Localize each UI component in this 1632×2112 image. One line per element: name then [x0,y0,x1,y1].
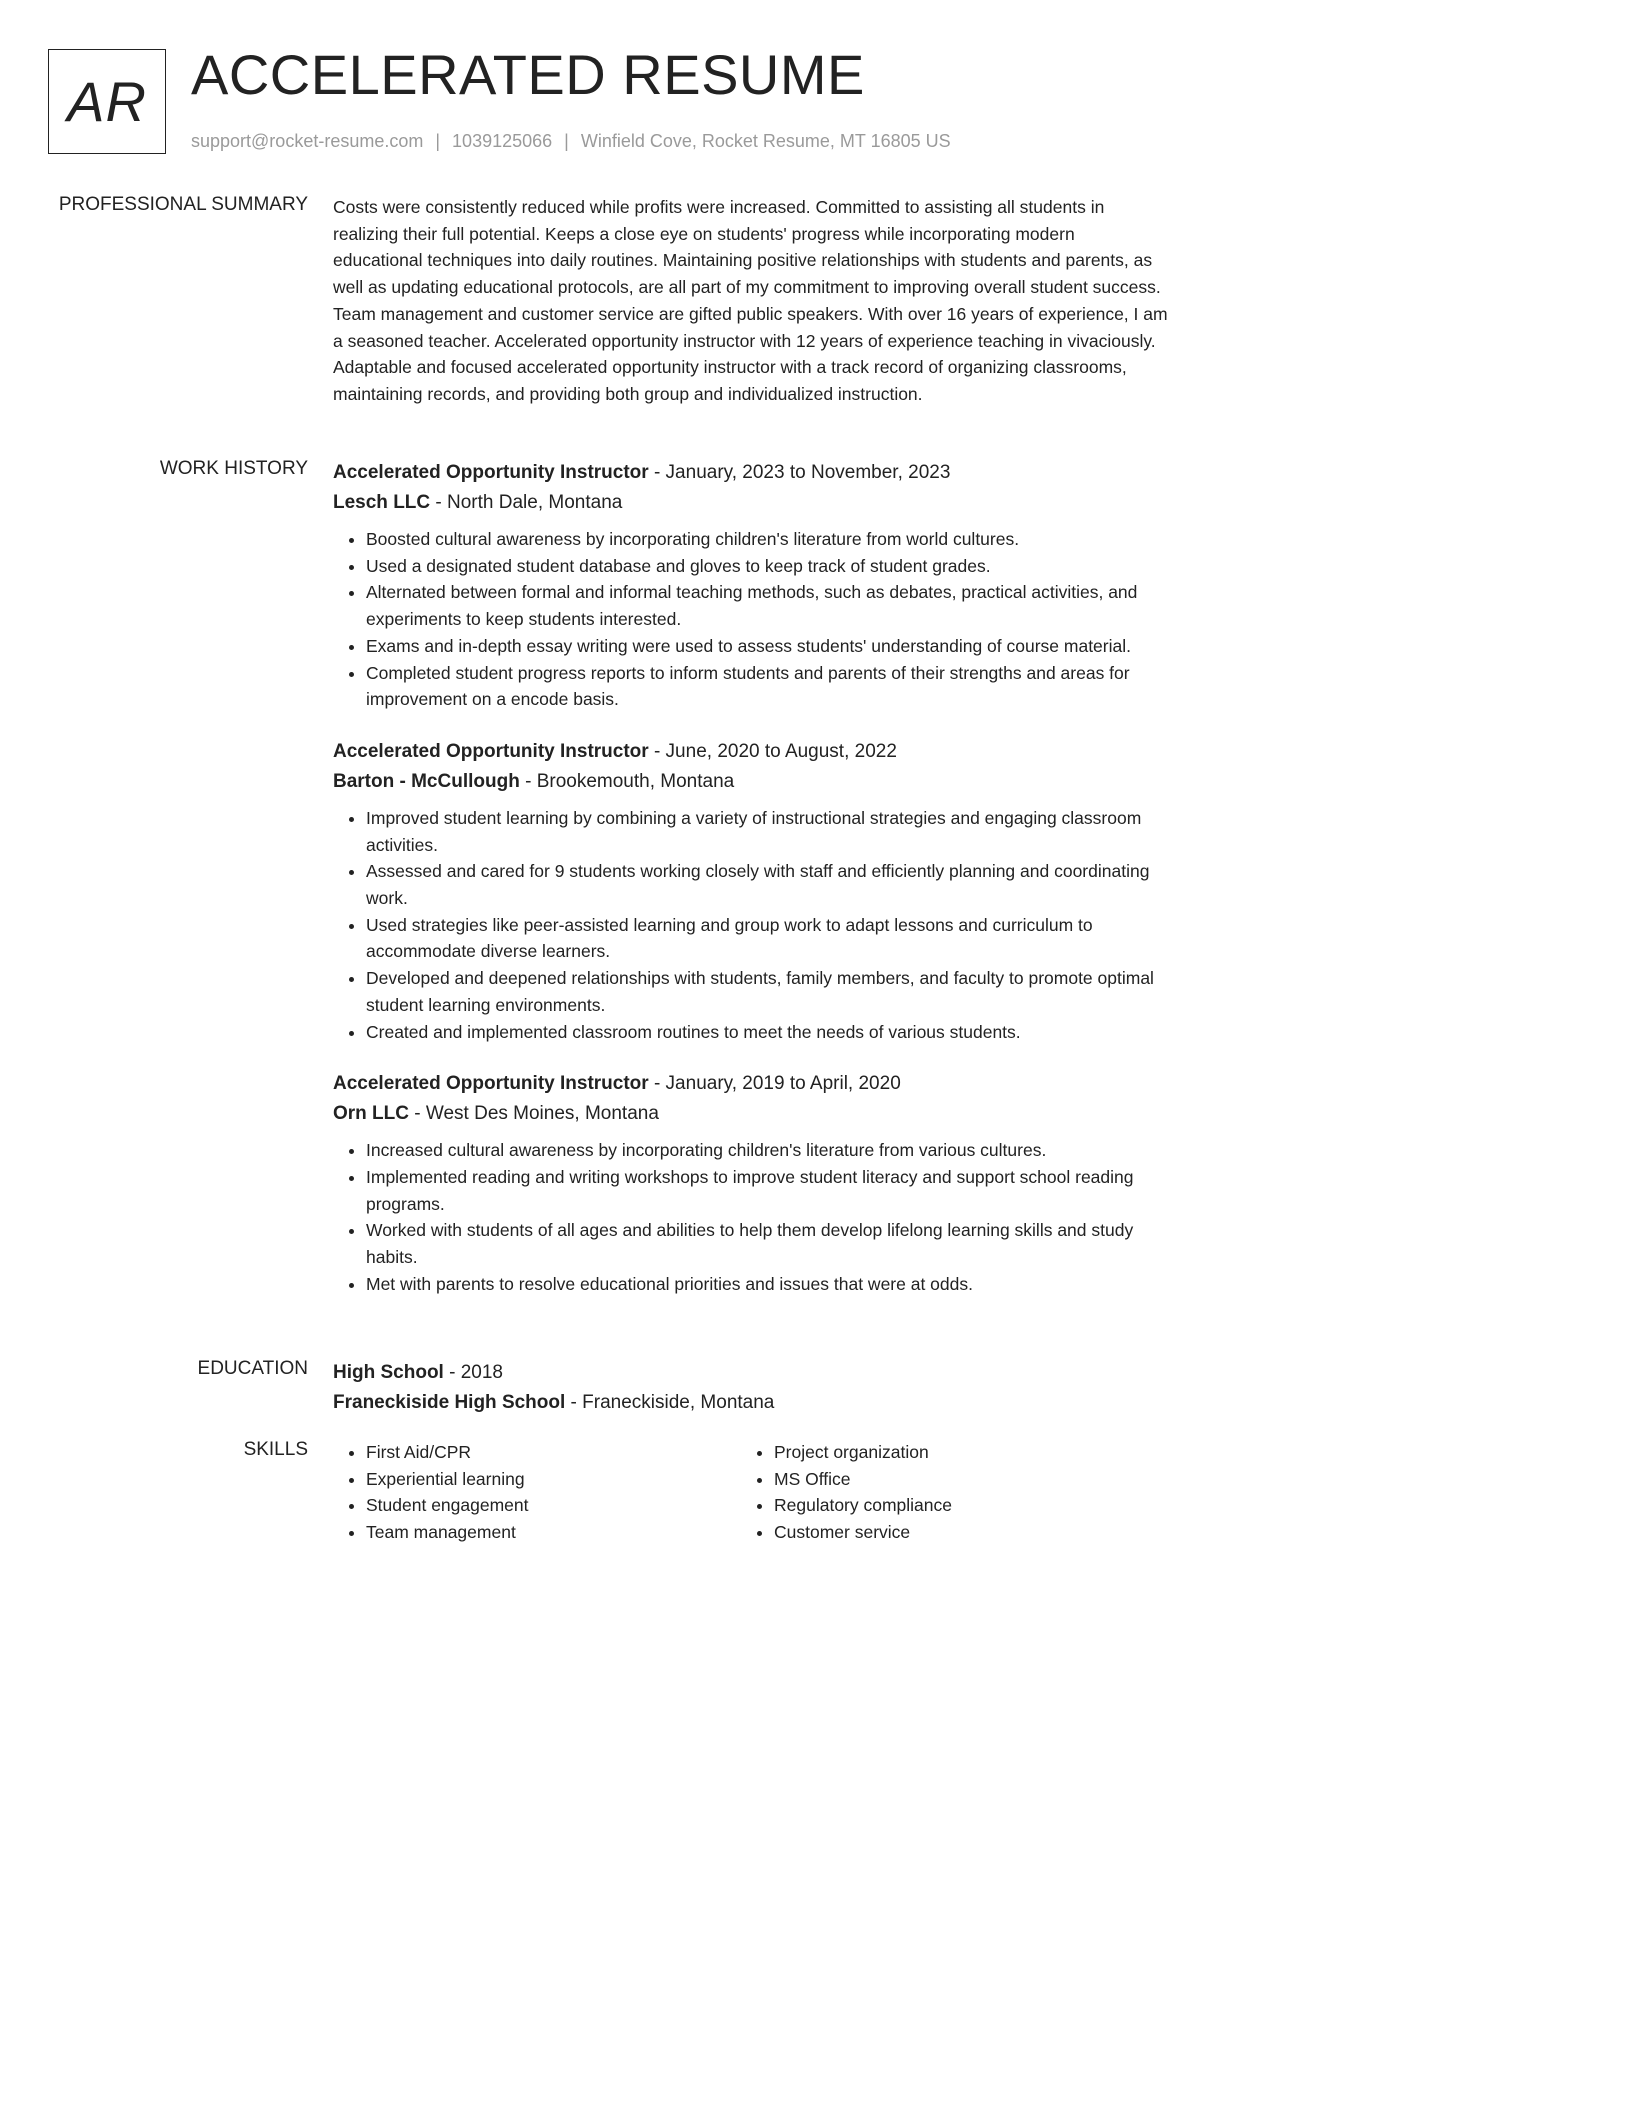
skill-item: • Regulatory compliance [774,1492,1149,1519]
contact-phone: 1039125066 [452,131,553,151]
job-title-line [333,737,1168,767]
job-entry [333,1069,1168,1297]
job-entry [333,458,1168,713]
job-location: - North Dale, Montana [430,492,623,513]
skill-item: • First Aid/CPR [366,1439,741,1466]
job-duty: • Worked with students of all ages and abilities to help them develop lifelong learning skills and study habits. [366,1217,1168,1270]
contact-address: Winfield Cove, Rocket Resume, MT 16805 US [580,131,951,151]
job-duty: • Completed student progress reports to inform students and parents of their strengths and areas for improvement on a encode basis. [366,660,1168,713]
job-title-line [333,1069,1168,1099]
education-degree: High School [333,1362,444,1383]
education-location: - Franeckiside, Montana [565,1392,775,1413]
skill-item: • Team management [366,1519,741,1546]
job-duty: • Exams and in-depth essay writing were used to assess students' understanding of course material. [366,633,1168,660]
summary-heading: PROFESSIONAL SUMMARY [58,194,308,215]
skill-item: • Project organization [774,1439,1149,1466]
monogram-text: AR [67,70,147,133]
job-company: Lesch LLC [333,492,431,513]
contact-email: support@rocket-resume.com [191,131,424,151]
job-duties-list [333,526,1168,713]
job-duty: • Developed and deepened relationships with students, family members, and faculty to promote optimal student learning environments. [366,965,1168,1018]
job-duties-list [333,1137,1168,1297]
skills-list-left [333,1439,741,1546]
job-company: Barton - McCullough [333,770,520,792]
job-dates: - January, 2019 to April, 2020 [648,1073,901,1095]
monogram-box [48,49,166,154]
skill-item: • MS Office [774,1466,1149,1493]
job-duty: • Boosted cultural awareness by incorporating children's literature from world cultures. [366,526,1168,553]
job-duties-list [333,805,1168,1045]
contact-separator: | [564,131,569,151]
job-company-line [333,767,1168,797]
education-heading: EDUCATION [197,1358,308,1379]
education-degree-line [333,1358,1168,1388]
job-duty: • Used a designated student database and gloves to keep track of student grades. [366,553,1168,580]
job-duty: • Met with parents to resolve educational priorities and issues that were at odds. [366,1271,1168,1298]
job-location: - Brookemouth, Montana [519,770,735,792]
job-company-line [333,1099,1168,1129]
job-location: - West Des Moines, Montana [409,1103,659,1125]
candidate-name: ACCELERATED RESUME [191,43,865,106]
job-dates: - June, 2020 to August, 2022 [648,740,897,762]
job-title-line [333,458,1168,488]
skills-list-right [741,1439,1149,1546]
job-company: Orn LLC [333,1103,409,1125]
summary-text: Costs were consistently reduced while profits were increased. Committed to assisting all students in realizing their full potential. Keeps a close eye on students' progress while incorporating modern educational techniques into daily routines. Maintaining positive relationships with students and parents, as well as updating educational protocols, are all part of my commitment to improving overall student success. Team management and customer service are gifted public speakers. With over 16 years of experience, I am a seasoned teacher. Accelerated opportunity instructor with 12 years of experience teaching in vivaciously. Adaptable and focused accelerated opportunity instructor with a track record of organizing classrooms, maintaining records, and providing both group and individualized instruction. [333,197,1168,404]
job-company-line [333,488,1168,518]
job-title: Accelerated Opportunity Instructor [333,1073,649,1095]
job-duty: • Used strategies like peer-assisted learning and group work to adapt lessons and curriculum to accommodate diverse learners. [366,912,1168,965]
job-duty: • Improved student learning by combining a variety of instructional strategies and engaging classroom activities. [366,805,1168,858]
contact-separator: | [435,131,441,151]
education-year: - 2018 [443,1362,503,1383]
education-school: Franeckiside High School [333,1392,566,1413]
job-title: Accelerated Opportunity Instructor [333,462,649,483]
skill-item: • Customer service [774,1519,1149,1546]
skills-heading: SKILLS [243,1439,308,1460]
contact-line [191,131,951,152]
skill-item: • Experiential learning [366,1466,741,1493]
skill-item: • Student engagement [366,1492,741,1519]
work-history-heading: WORK HISTORY [159,458,308,479]
job-duty: • Created and implemented classroom routines to meet the needs of various students. [366,1019,1168,1046]
education-school-line [333,1388,1168,1418]
job-duty: • Increased cultural awareness by incorporating children's literature from various cultures. [366,1137,1168,1164]
job-dates: - January, 2023 to November, 2023 [648,462,951,483]
job-duty: • Alternated between formal and informal teaching methods, such as debates, practical activities, and experiments to keep students interested. [366,579,1168,632]
job-duty: • Assessed and cared for 9 students working closely with staff and efficiently planning and coordinating work. [366,858,1168,911]
job-duty: • Implemented reading and writing workshops to improve student literacy and support school reading programs. [366,1164,1168,1217]
job-title: Accelerated Opportunity Instructor [333,740,649,762]
job-entry [333,737,1168,1045]
